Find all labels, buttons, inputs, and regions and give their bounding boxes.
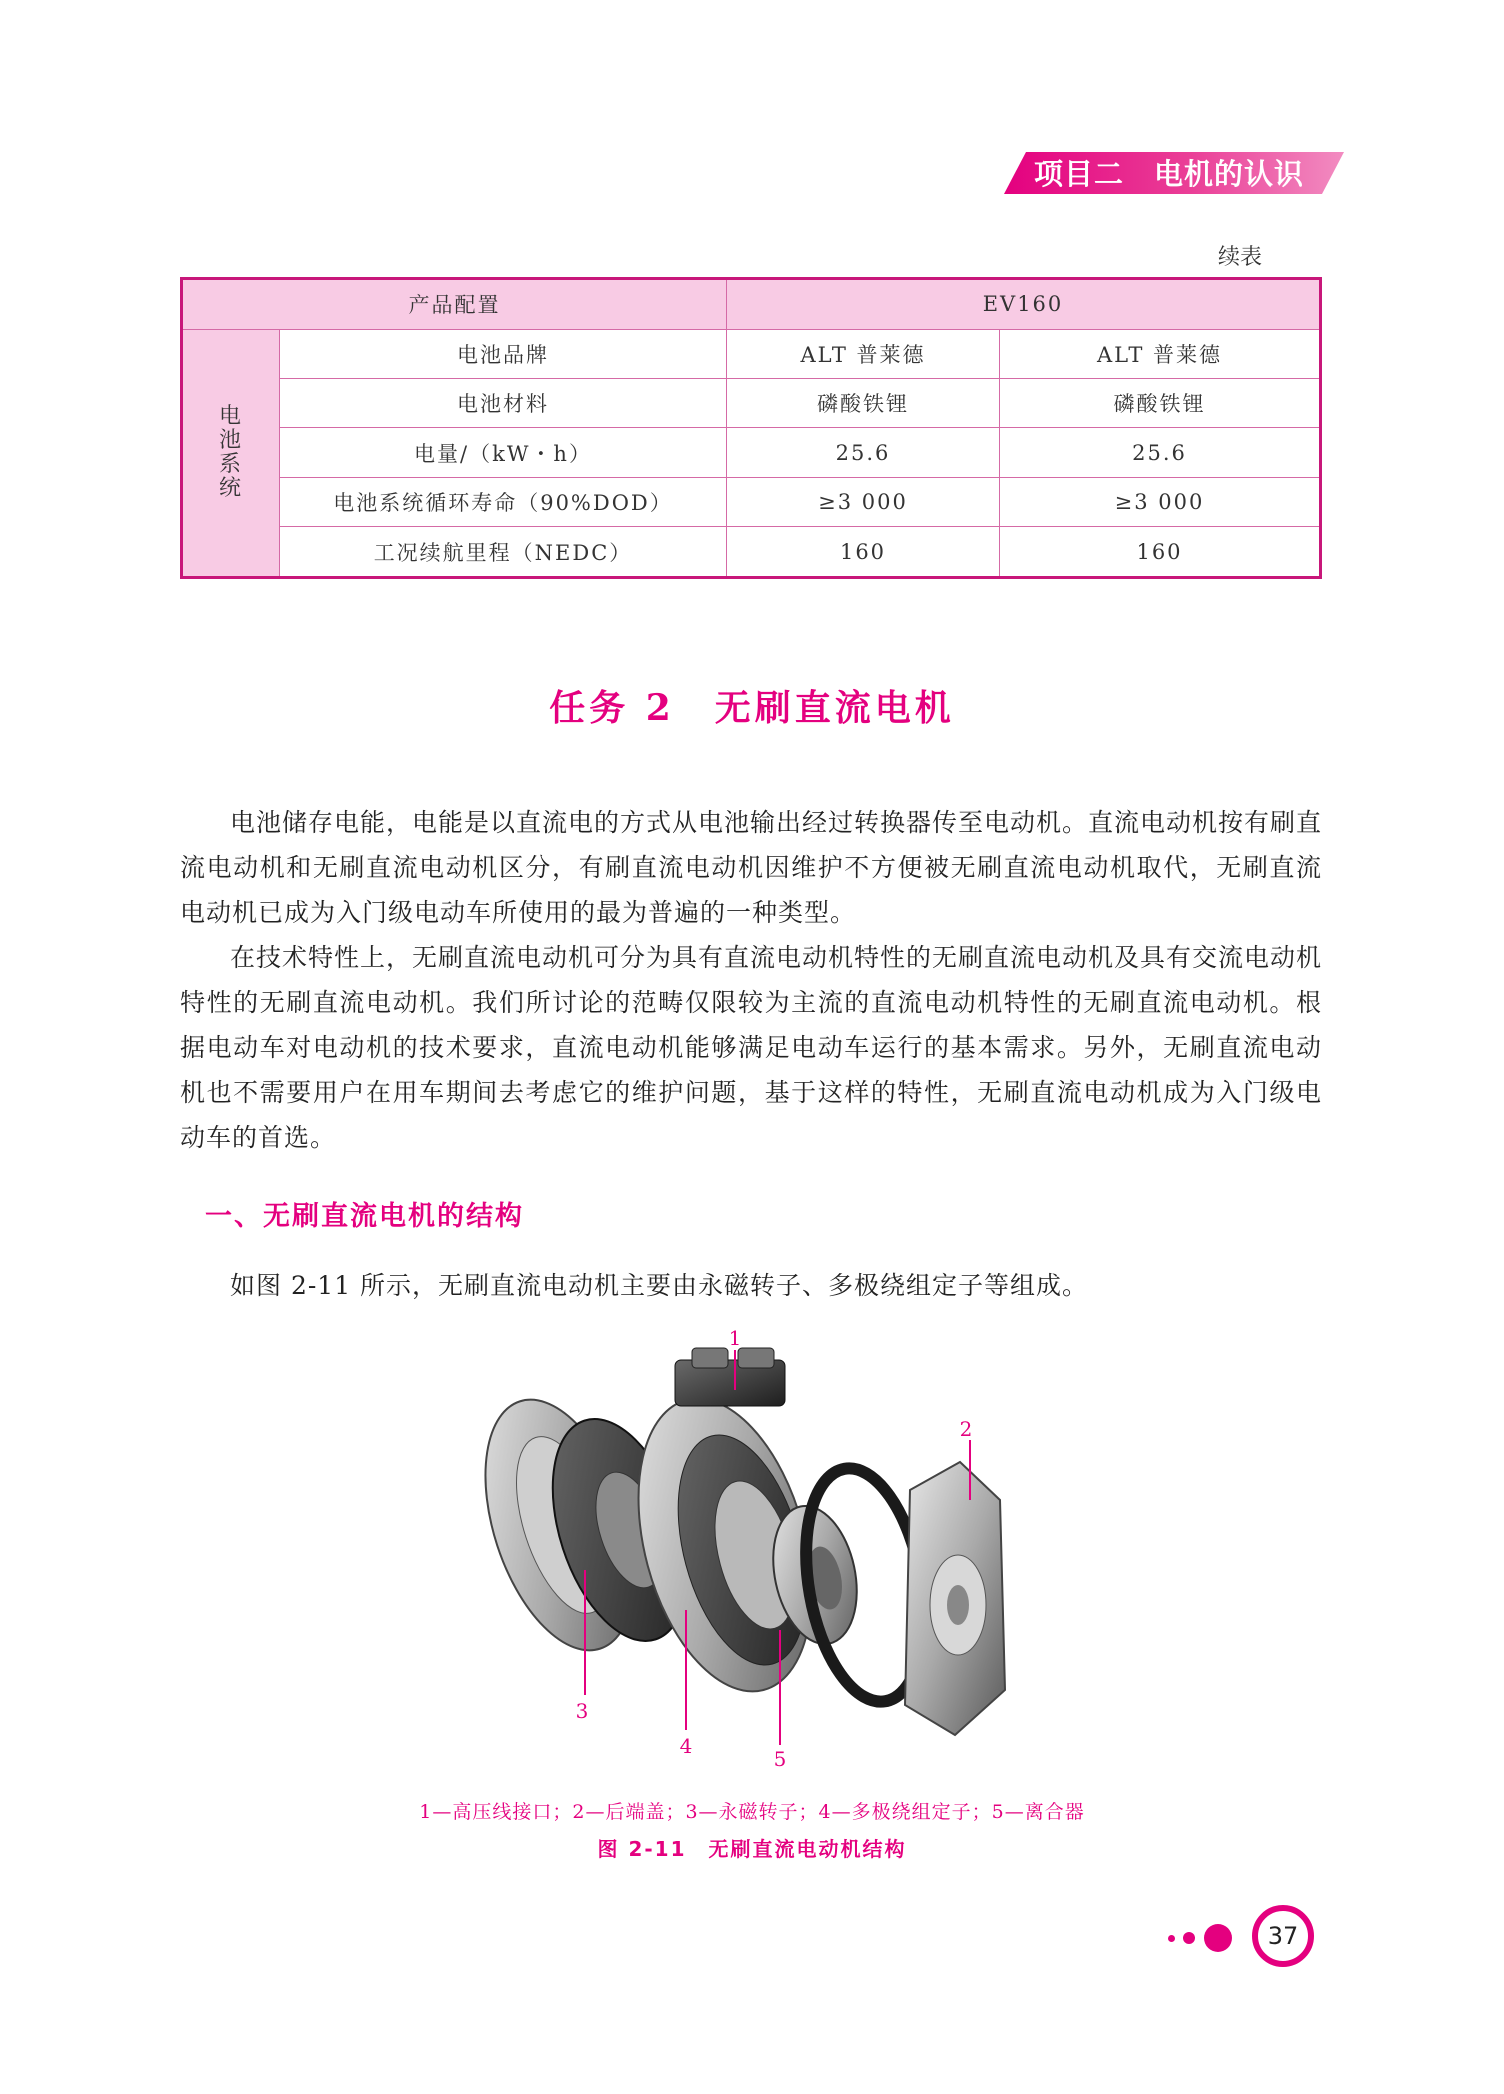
- figure-caption: 1—高压线接口；2—后端盖；3—永磁转子；4—多极绕组定子；5—离合器: [419, 1801, 1085, 1823]
- figure-label-4: 4: [679, 1734, 693, 1758]
- table-row: [182, 428, 1321, 477]
- table-row: [182, 378, 1321, 427]
- figure-label-5: 5: [773, 1747, 787, 1771]
- header-banner-text: 项目二 电机的认识: [1034, 157, 1305, 191]
- row-label: 电池品牌: [280, 329, 727, 378]
- motor-illustration: [480, 1330, 1040, 1790]
- row-value: ALT 普莱德: [1000, 329, 1321, 378]
- row-value: ≥3 000: [727, 477, 1000, 526]
- table-row: [182, 477, 1321, 526]
- group-label: 电池系统: [219, 403, 244, 501]
- row-value: 160: [727, 527, 1000, 578]
- paragraph-2: 在技术特性上，无刷直流电动机可分为具有直流电动机特性的无刷直流电动机及具有交流电动机特性的无刷直流电动机。我们所讨论的范畴仅限较为主流的直流电动机特性的无刷直流电动机。根据电动车对电动机的技术要求，直流电动机能够满足电动车运行的基本需求。另外，无刷直流电动机也不需要用户在用车期间去考虑它的维护问题，基于这样的特性，无刷直流电动机成为入门级电动车的首选。: [180, 943, 1323, 1152]
- row-value: 160: [1000, 527, 1321, 578]
- dot-icon: [1183, 1932, 1195, 1944]
- row-value: ≥3 000: [1000, 477, 1321, 526]
- row-label: 电池系统循环寿命（90%DOD）: [280, 477, 727, 526]
- paragraph-1: 电池储存电能，电能是以直流电的方式从电池输出经过转换器传至电动机。直流电动机按有刷直流电动机和无刷直流电动机区分，有刷直流电动机因维护不方便被无刷直流电动机取代，无刷直流电动机已成为入门级电动车所使用的最为普遍的一种类型。: [180, 808, 1323, 927]
- table-row: [182, 527, 1321, 578]
- figure-label-3: 3: [575, 1699, 589, 1723]
- figure-label-1: 1: [728, 1330, 742, 1350]
- page-number: 37: [1252, 1905, 1314, 1967]
- row-value: 25.6: [727, 428, 1000, 477]
- header-cell-model: EV160: [727, 279, 1321, 330]
- group-cell: [182, 329, 280, 578]
- continued-label: 续表: [1218, 245, 1263, 270]
- figure-number: 图 2-11: [597, 1837, 687, 1861]
- paragraph-3: 如图 2-11 所示，无刷直流电动机主要由永磁转子、多极绕组定子等组成。: [230, 1271, 1089, 1300]
- row-label: 电量/（kW・h）: [280, 428, 727, 477]
- task-title: 任务 2 无刷直流电机: [549, 687, 955, 729]
- row-value: 磷酸铁锂: [727, 378, 1000, 427]
- table-header-row: [182, 279, 1321, 330]
- row-label: 电池材料: [280, 378, 727, 427]
- dot-icon: [1204, 1924, 1232, 1952]
- figure-title: [0, 1833, 1504, 1862]
- spec-table: [180, 277, 1322, 579]
- header-cell-config: 产品配置: [182, 279, 727, 330]
- dot-icon: [1168, 1935, 1175, 1942]
- section-title: 一、无刷直流电机的结构: [205, 1201, 524, 1232]
- table-row: [182, 329, 1321, 378]
- figure-title-text: 无刷直流电动机结构: [708, 1837, 907, 1861]
- row-value: 磷酸铁锂: [1000, 378, 1321, 427]
- figure-label-2: 2: [959, 1417, 973, 1441]
- row-label: 工况续航里程（NEDC）: [280, 527, 727, 578]
- row-value: 25.6: [1000, 428, 1321, 477]
- motor-figure: [480, 1330, 1040, 1790]
- row-value: ALT 普莱德: [727, 329, 1000, 378]
